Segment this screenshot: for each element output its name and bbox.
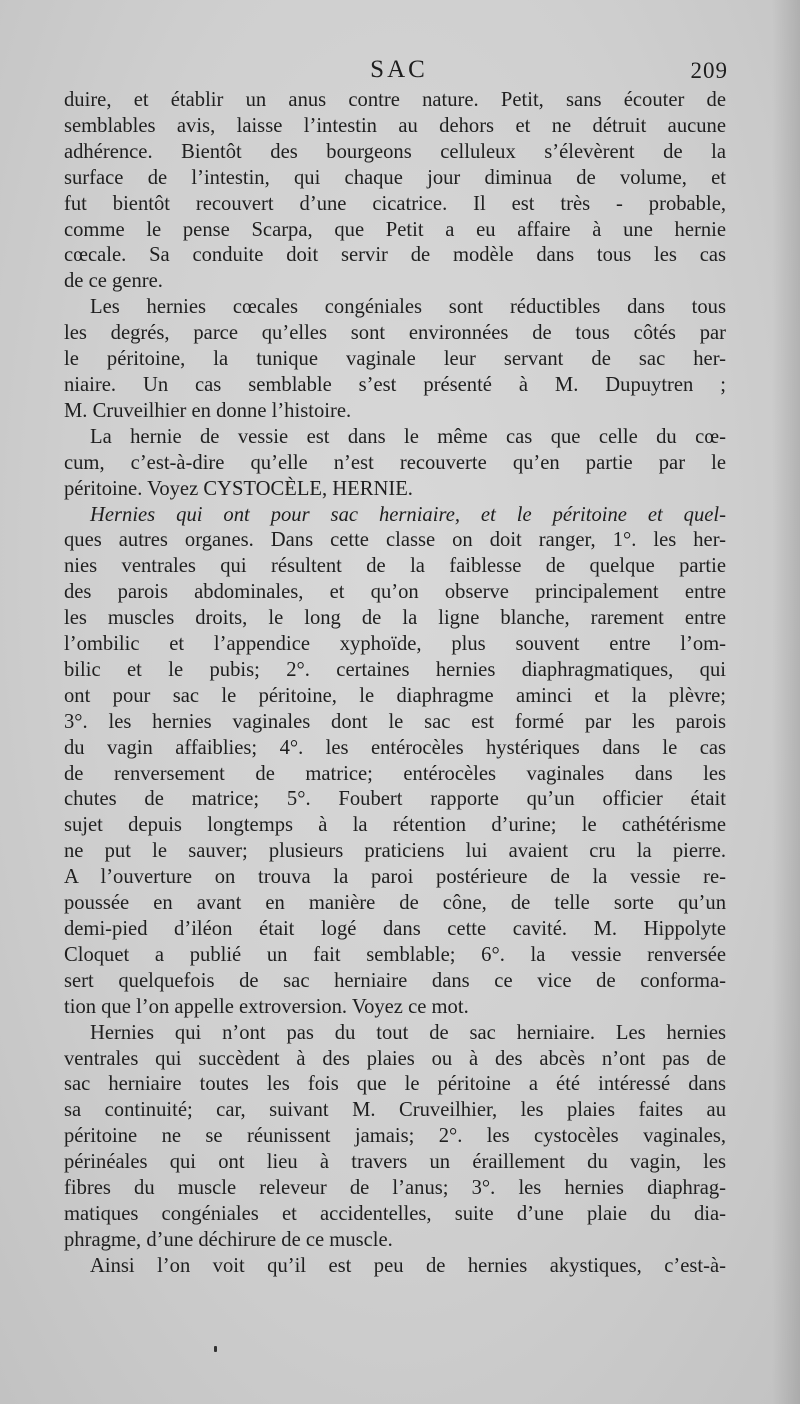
text-line: des parois abdominales, et qu’on observe principalement entre (64, 581, 726, 604)
page-header (64, 56, 734, 90)
page-gutter-shadow (772, 0, 800, 1404)
text-line: ventrales qui succèdent à des plaies ou à des abcès n’ont pas de (64, 1047, 726, 1070)
text-line: poussée en avant en manière de cône, de telle sorte qu’un (64, 892, 726, 915)
text-line: de ce genre. (64, 270, 163, 293)
text-line: les degrés, parce qu’elles sont environnées de tous côtés par (64, 322, 726, 345)
text-line: péritoine ne se réunissent jamais; 2°. les cystocèles vaginales, (64, 1125, 726, 1148)
text-line: adhérence. Bientôt des bourgeons celluleux s’élevèrent de la (64, 140, 726, 163)
text-line: Ainsi l’on voit qu’il est peu de hernies akystiques, c’est-à- (90, 1254, 726, 1277)
text-line: semblables avis, laisse l’intestin au dehors et ne détruit aucune (64, 114, 726, 137)
text-line: fibres du muscle releveur de l’anus; 3°. les hernies diaphrag- (64, 1177, 726, 1200)
text-line: phragme, d’une déchirure de ce muscle. (64, 1228, 393, 1251)
text-line: M. Cruveilhier en donne l’histoire. (64, 399, 352, 422)
text-line: l’ombilic et l’appendice xyphoïde, plus souvent entre l’om- (64, 633, 726, 656)
text-line: de renversement de matrice; entérocèles vaginales dans les (64, 762, 726, 785)
text-line: Hernies qui n’ont pas du tout de sac herniaire. Les hernies (90, 1021, 726, 1044)
text-line: les muscles droits, le long de la ligne blanche, rarement entre (64, 607, 726, 630)
text-line: sert quelquefois de sac herniaire dans ce vice de conforma- (64, 969, 726, 992)
text-line: demi-pied d’iléon était logé dans cette cavité. M. Hippolyte (64, 918, 726, 940)
text-line: du vagin affaiblies; 4°. les entérocèles hystériques dans le cas (64, 736, 726, 759)
text-line: ont pour sac le péritoine, le diaphragme aminci et la plèvre; (64, 684, 726, 707)
body-text (64, 88, 726, 1280)
running-head: SAC (370, 56, 428, 83)
text-line: 3°. les hernies vaginales dont le sac est formé par les parois (64, 710, 726, 733)
text-line: tion que l’on appelle extroversion. Voyez ce mot. (64, 995, 469, 1018)
text-line: fut bientôt recouvert d’une cicatrice. Il est très - probable, (64, 192, 726, 215)
text-line: chutes de matrice; 5°. Foubert rapporte qu’un officier était (64, 788, 726, 811)
text-line: périnéales qui ont lieu à travers un éraillement du vagin, les (64, 1151, 726, 1174)
text-line: cœcale. Sa conduite doit servir de modèle dans tous les cas (64, 244, 726, 267)
text-line: La hernie de vessie est dans le même cas que celle du cœ- (90, 425, 726, 448)
ink-speck (214, 1346, 217, 1352)
text-line: niaire. Un cas semblable s’est présenté à M. Dupuytren ; (64, 373, 726, 396)
text-line: A l’ouverture on trouva la paroi postérieure de la vessie re- (64, 866, 726, 889)
text-line: sujet depuis longtemps à la rétention d’urine; le cathétérisme (64, 814, 726, 837)
text-line: cum, c’est-à-dire qu’elle n’est recouverte qu’en partie par le (64, 451, 726, 474)
text-line: sac herniaire toutes les fois que le péritoine a été intéressé dans (64, 1073, 726, 1096)
page-number: 209 (690, 58, 728, 83)
text-line: Hernies qui ont pour sac herniaire, et le péritoine et quel- (90, 503, 726, 526)
text-line: duire, et établir un anus contre nature. Petit, sans écouter de (64, 89, 726, 111)
text-line: surface de l’intestin, qui chaque jour diminua de volume, et (64, 166, 726, 189)
text-line: nies ventrales qui résultent de la faiblesse de quelque partie (64, 555, 726, 578)
text-line: matiques congéniales et accidentelles, suite d’une plaie du dia- (64, 1202, 726, 1225)
text-line: comme le pense Scarpa, que Petit a eu affaire à une hernie (64, 218, 726, 241)
text-line: sa continuité; car, suivant M. Cruveilhier, les plaies faites au (64, 1099, 726, 1122)
text-line: péritoine. Voyez CYSTOCÈLE, HERNIE. (64, 477, 413, 500)
text-line: bilic et le pubis; 2°. certaines hernies diaphragmatiques, qui (64, 658, 726, 681)
text-line: Les hernies cœcales congéniales sont réductibles dans tous (90, 296, 726, 319)
text-line: Cloquet a publié un fait semblable; 6°. la vessie renversée (64, 943, 726, 966)
text-line: ques autres organes. Dans cette classe on doit ranger, 1°. les her- (64, 529, 726, 552)
text-line: le péritoine, la tunique vaginale leur servant de sac her- (64, 348, 726, 371)
text-line: ne put le sauver; plusieurs praticiens lui avaient cru la pierre. (64, 840, 726, 863)
